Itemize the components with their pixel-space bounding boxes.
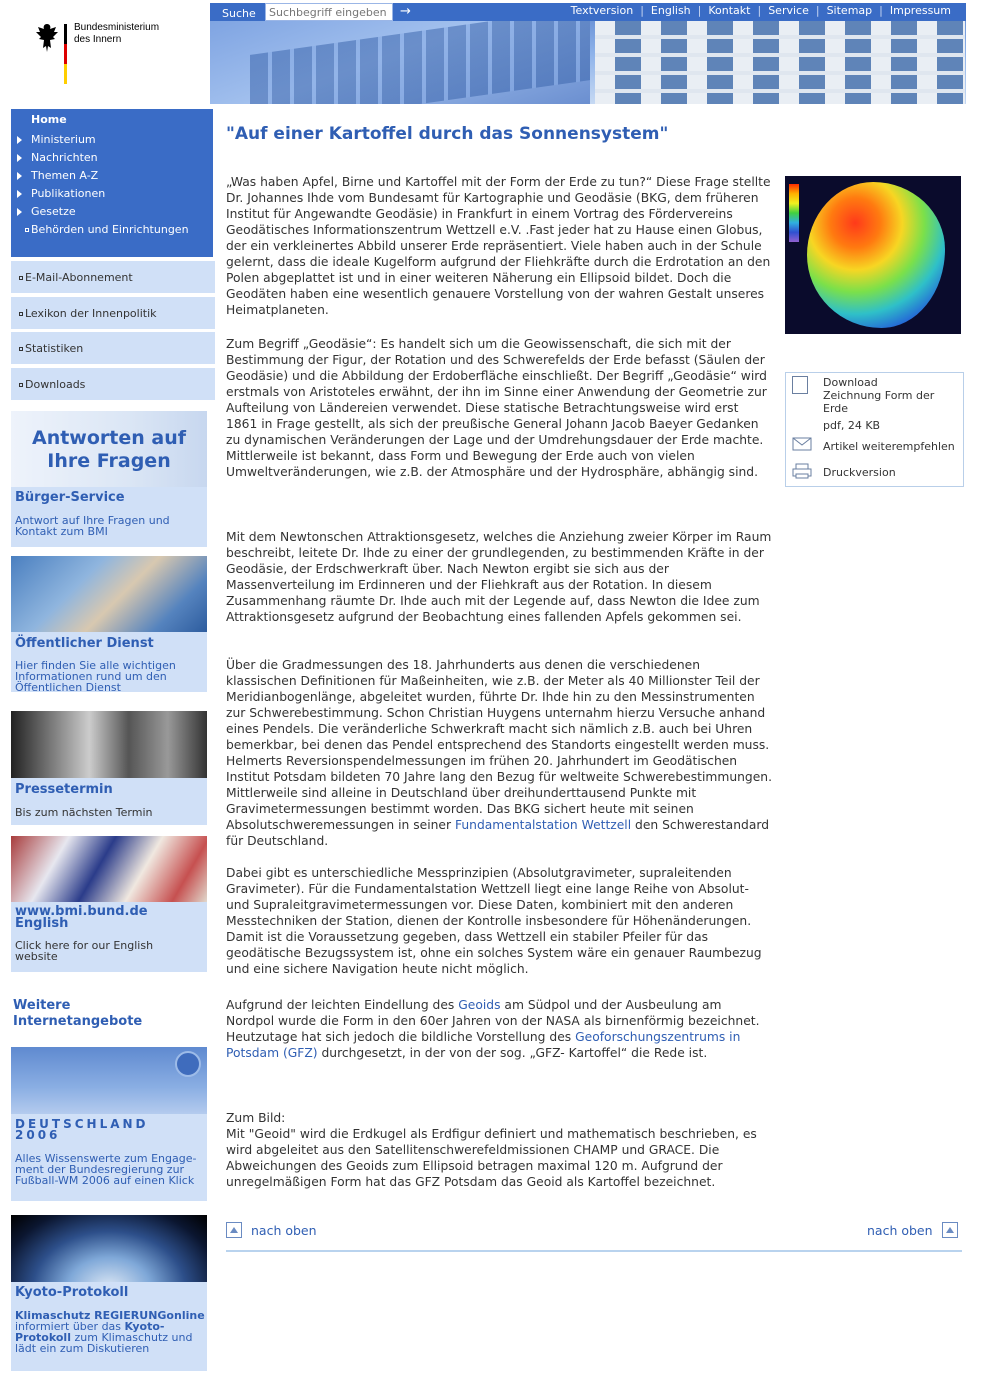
link-gfz[interactable]: Geoforschungszentrums in Potsdam (GFZ)	[226, 1030, 741, 1060]
bullet-icon	[19, 347, 23, 351]
article-paragraph-4	[226, 657, 772, 849]
tile-title: Öffentlicher Dienst	[15, 636, 154, 651]
bullet-icon	[19, 383, 23, 387]
tile-oeffentlicher-dienst[interactable]	[11, 556, 207, 692]
back-to-top-label: nach oben	[867, 1222, 933, 1238]
bullet-icon	[25, 228, 29, 232]
german-flag-stripe	[64, 24, 67, 84]
color-scale-legend	[789, 184, 799, 242]
nav-english[interactable]: English	[650, 4, 691, 17]
tile-english[interactable]	[11, 836, 207, 972]
buerger-service-banner	[11, 411, 207, 487]
tile-text-bold: Klimaschutz REGIERUNGonline	[15, 1309, 205, 1322]
tile-title: Pressetermin	[15, 782, 113, 797]
nav-themen[interactable]	[11, 167, 213, 185]
tile-text-part: informiert über das	[15, 1320, 125, 1333]
paragraph-text: am Südpol und der Ausbeulung am Nordpol wurde die Form in den 60er Jahren von der NASA als birnenförmig bezeichnet. Heutzutage hat sich jedoch die bildliche Vorstellung des	[226, 998, 760, 1044]
subnav-statistiken[interactable]	[11, 332, 215, 366]
back-to-top-right[interactable]	[867, 1222, 958, 1238]
article-paragraph-3: Mit dem Newtonschen Attraktionsgesetz, welches die Anziehung zweier Körper im Raum beschreibt, leitete Dr. Ihde zu einer der grundlegenden, zu bestimmenden Kräfte in der Geodäsie, der Erdschwerkraft über. Nach Newton ergibt sie sich aus der Massenverteilung im Erdinneren und der Fliehkraft aus der Rotation. In diesem Zusammenhang räumte Dr. Ihde auch mit der Legende auf, dass Newton die Idee zum Attraktionsgesetz aufgrund der Beobachtung eines fallenden Apfels gekommen sei.	[226, 530, 772, 624]
search-submit-arrow-icon[interactable]: →	[400, 4, 411, 19]
nav-kontakt[interactable]: Kontakt	[708, 4, 751, 17]
earth-photo	[11, 1215, 207, 1282]
tile-text: Alles Wissenswerte zum Engage-ment der Bundesregierung zur Fußball-WM 2006 auf einen Klick	[15, 1152, 197, 1187]
nav-item-label: Gesetze	[31, 205, 76, 218]
header-banner-image	[210, 21, 966, 104]
arrow-up-icon	[942, 1222, 958, 1238]
tile-buerger-service[interactable]	[11, 411, 207, 547]
article-paragraph-5: Dabei gibt es unterschiedliche Messprinzipien (Absolutgravimeter, supraleitenden Gravimeter). Für die Fundamentalstation Wettzell liegt eine lange Reihe von Absolut- und Supraleitgravimetermessungen vor. Diese Daten, kombiniert mit den anderen Messtechniken der Station, dienen der Kontrolle insbesondere für Höhenänderungen. Damit ist die Voraussetzung gegeben, dass Wettzell ein stabiler Pfeiler für das geodätische Bezugssystem ist, ohne ein solches System wäre ein genauer Raumbezug und eine sichere Navigation heute nicht möglich.	[226, 866, 762, 976]
recommend-link[interactable]: Artikel weiterempfehlen	[823, 440, 955, 453]
top-nav: Textversion | English | Kontakt | Service | Sitemap | Impressum	[564, 3, 958, 19]
paragraph-text: Über die Gradmessungen des 18. Jahrhunderts aus denen die verschiedenen klassischen Definitionen für Maßeinheiten, wie z.B. der Meter als 40 Millionster Teil der Meridianbogenlänge, abgeleitet wurden, führte Dr. Ihde hin zu den Messinstrumenten zur Schwerebestimmung. Schon Christian Huygens unternahm hierzu Versuche anhand eines Pendels. Die veränderliche Schwerkraft macht sich nämlich z.B. auch bei Uhren bemerkbar, bei denen das Pendel entsprechend des Standorts eingestellt werden muss. Helmerts Reversionspendelmessungen im frühen 20. Jahrhundert im Geodätischen Institut Potsdam bildeten 70 Jahre lang den Bezug für weltweite Schwerebestimmungen. Mittlerweile sind alleine in Deutschland über dreihunderttausend Punkte mit Gravimetermessungen bestimmt worden. Das BKG sichert heute mit seinen Absolutschweremessungen in seiner	[226, 658, 772, 832]
football-icon	[175, 1051, 201, 1077]
arrow-up-icon	[226, 1222, 242, 1238]
nav-textversion[interactable]: Textversion	[570, 4, 634, 17]
link-geoids[interactable]: Geoids	[458, 998, 501, 1012]
print-link[interactable]: Druckversion	[823, 466, 896, 479]
arrow-right-icon	[17, 208, 22, 216]
nav-item-label: Themen A-Z	[31, 169, 99, 182]
geoid-potato-image[interactable]	[785, 176, 961, 334]
ministry-name: Bundesministerium des Innern	[74, 22, 160, 45]
download-icon[interactable]	[792, 376, 808, 394]
tile-pressetermin[interactable]	[11, 711, 207, 825]
nav-impressum[interactable]: Impressum	[889, 4, 951, 17]
nav-item-label: Nachrichten	[31, 151, 98, 164]
subnav-label: E-Mail-Abonnement	[25, 271, 133, 284]
link-fundamentalstation-wettzell[interactable]: Fundamentalstation Wettzell	[454, 818, 632, 832]
tile-kyoto-protokoll[interactable]	[11, 1215, 207, 1371]
arrow-right-icon	[17, 154, 22, 162]
article-tools-box	[785, 372, 964, 487]
nav-item-label: Ministerium	[31, 133, 96, 146]
article-paragraph-6	[226, 997, 772, 1061]
tile-text-bold: Kyoto-Protokoll	[15, 1320, 165, 1344]
tile-text-part: zum Klimaschutz und lädt ein zum Diskutieren	[15, 1331, 193, 1355]
tile-title: www.bmi.bund.de English	[15, 904, 148, 931]
print-icon[interactable]	[792, 463, 812, 479]
nav-item-label: Behörden und Einrichtungen	[31, 223, 189, 236]
tile-text: Hier finden Sie alle wichtigen Informationen rund um den Öffentlichen Dienst	[15, 659, 176, 694]
nav-ministerium[interactable]	[11, 131, 213, 149]
bullet-icon	[19, 312, 23, 316]
buerger-service-banner-text: Antworten auf Ihre Fragen	[31, 427, 186, 472]
paragraph-text: durchgesetzt, in der von der sog. „GFZ- Kartoffel“ die Rede ist.	[317, 1046, 708, 1060]
subnav-downloads[interactable]	[11, 368, 215, 402]
nav-gesetze[interactable]	[11, 203, 213, 221]
main-nav	[11, 109, 213, 257]
content-divider	[226, 1250, 962, 1252]
subnav-label: Downloads	[25, 378, 86, 391]
arrow-right-icon	[17, 172, 22, 180]
back-to-top-left[interactable]	[226, 1222, 317, 1238]
download-link[interactable]: Download Zeichnung Form der Erde	[823, 376, 935, 415]
tile-text: Click here for our English website	[15, 939, 154, 963]
back-to-top-label: nach oben	[251, 1222, 317, 1238]
geoid-sphere	[807, 182, 945, 328]
tile-text: Antwort auf Ihre Fragen und Kontakt zum BMI	[15, 514, 170, 538]
arrow-right-icon	[17, 136, 22, 144]
top-bar	[210, 3, 966, 21]
arrow-right-icon	[17, 190, 22, 198]
subnav-label: Lexikon der Innenpolitik	[25, 307, 157, 320]
subnav-email[interactable]	[11, 261, 215, 295]
weitere-internetangebote-heading: Weitere Internetangebote	[13, 998, 143, 1029]
tile-title: DEUTSCHLAND 2006	[15, 1117, 149, 1142]
pressetermin-photo	[11, 711, 207, 778]
english-flag-book-photo	[11, 836, 207, 902]
bullet-icon	[19, 276, 23, 280]
nav-service[interactable]: Service	[768, 4, 809, 17]
article-paragraph-1: „Was haben Apfel, Birne und Kartoffel mit der Form der Erde zu tun?“ Diese Frage stellte Dr. Johannes Ihde vom Bundesamt für Kartographie und Geodäsie (BKG, dem früheren Institut für Angewandte Geodäsie) in Frankfurt in einem Vortrag des Fördervereins Geodätisches Informationszentrum Wettzell e.V. .Fast jeder hat zu Hause einen Globus, der ein verkleinertes Abbild unserer Erde repräsentiert. Viele haben auch in der Schule gelernt, dass die ideale Kugelform aufgrund der Fliehkräfte durch die Erdrotation an den Polen abgeplattet ist und in einer weiteren Näherung ein Ellipsoid bildet. Doch die Geodäten haben eine wesentlich genauere Vorstellung von der wahren Gestalt unseres Heimatplaneten.	[226, 175, 771, 317]
nav-sitemap[interactable]: Sitemap	[826, 4, 873, 17]
mail-recommend-icon[interactable]	[792, 436, 812, 452]
search-label: Suche	[222, 7, 256, 20]
subnav-lexikon[interactable]	[11, 297, 215, 331]
tile-title: Kyoto-Protokoll	[15, 1285, 129, 1300]
nav-home[interactable]: Home	[31, 113, 67, 126]
subnav-label: Statistiken	[25, 342, 84, 355]
image-caption-heading: Zum Bild:	[226, 1111, 286, 1125]
search-input[interactable]	[265, 3, 393, 21]
ministry-logo[interactable]	[34, 22, 204, 88]
article-paragraph-2: Zum Begriff „Geodäsie“: Es handelt sich um die Geowissenschaft, die sich mit der Bestimmung der Figur, der Rotation und des Schwerefelds der Erde befasst (Säulen der Geodäsie) und die Abbildung der Erdoberfläche einschließt. Der Begriff „Geodäsie“ wird erstmals von Aristoteles erwähnt, der ihn im Sinne einer Anwendung der Geometrie zur Aufteilung von Ländereien verwendet. Diese statische Betrachtungsweise wird erst 1861 in Frage gestellt, als sich der preußische General Johann Jacob Baeyer Gedanken zu dynamischen Veränderungen der Lage und der Umdrehungsdauer der Erde machte. Mittlerweile ist bekannt, dass Form und Bewegung der Erde auch von vielen Umweltveränderungen, wie z.B. der Atmosphäre und der Hydrosphäre, abhängig sind.	[226, 337, 767, 479]
tile-title: Bürger-Service	[15, 490, 125, 505]
paragraph-text: den Schwerestandard für Deutschland.	[226, 818, 770, 848]
article-title: "Auf einer Kartoffel durch das Sonnensystem"	[226, 124, 669, 144]
nav-nachrichten[interactable]	[11, 149, 213, 167]
federal-eagle-icon	[34, 22, 60, 54]
image-caption-text: Mit "Geoid" wird die Erdkugel als Erdfigur definiert und mathematisch beschrieben, es wird abgeleitet aus den Satellitenschwerefeldmissionen CHAMP und GRACE. Die Abweichungen des Geoids zum Ellipsoid betragen maximal 120 m. Aufgrund der unregelmäßigen Form hat das GFZ Potsdam das Geoid als Kartoffel bezeichnet.	[226, 1127, 757, 1189]
download-meta: pdf, 24 KB	[823, 419, 881, 432]
nav-publikationen[interactable]	[11, 185, 213, 203]
tile-text: Bis zum nächsten Termin	[15, 806, 153, 819]
paragraph-text: Aufgrund der leichten Eindellung des	[226, 998, 459, 1012]
tile-text	[15, 1310, 205, 1354]
deutschland-2006-image	[11, 1047, 207, 1114]
nav-behoerden[interactable]	[11, 221, 213, 239]
tile-deutschland-2006[interactable]	[11, 1047, 207, 1201]
nav-item-label: Publikationen	[31, 187, 106, 200]
oeffentlicher-dienst-photo	[11, 556, 207, 632]
